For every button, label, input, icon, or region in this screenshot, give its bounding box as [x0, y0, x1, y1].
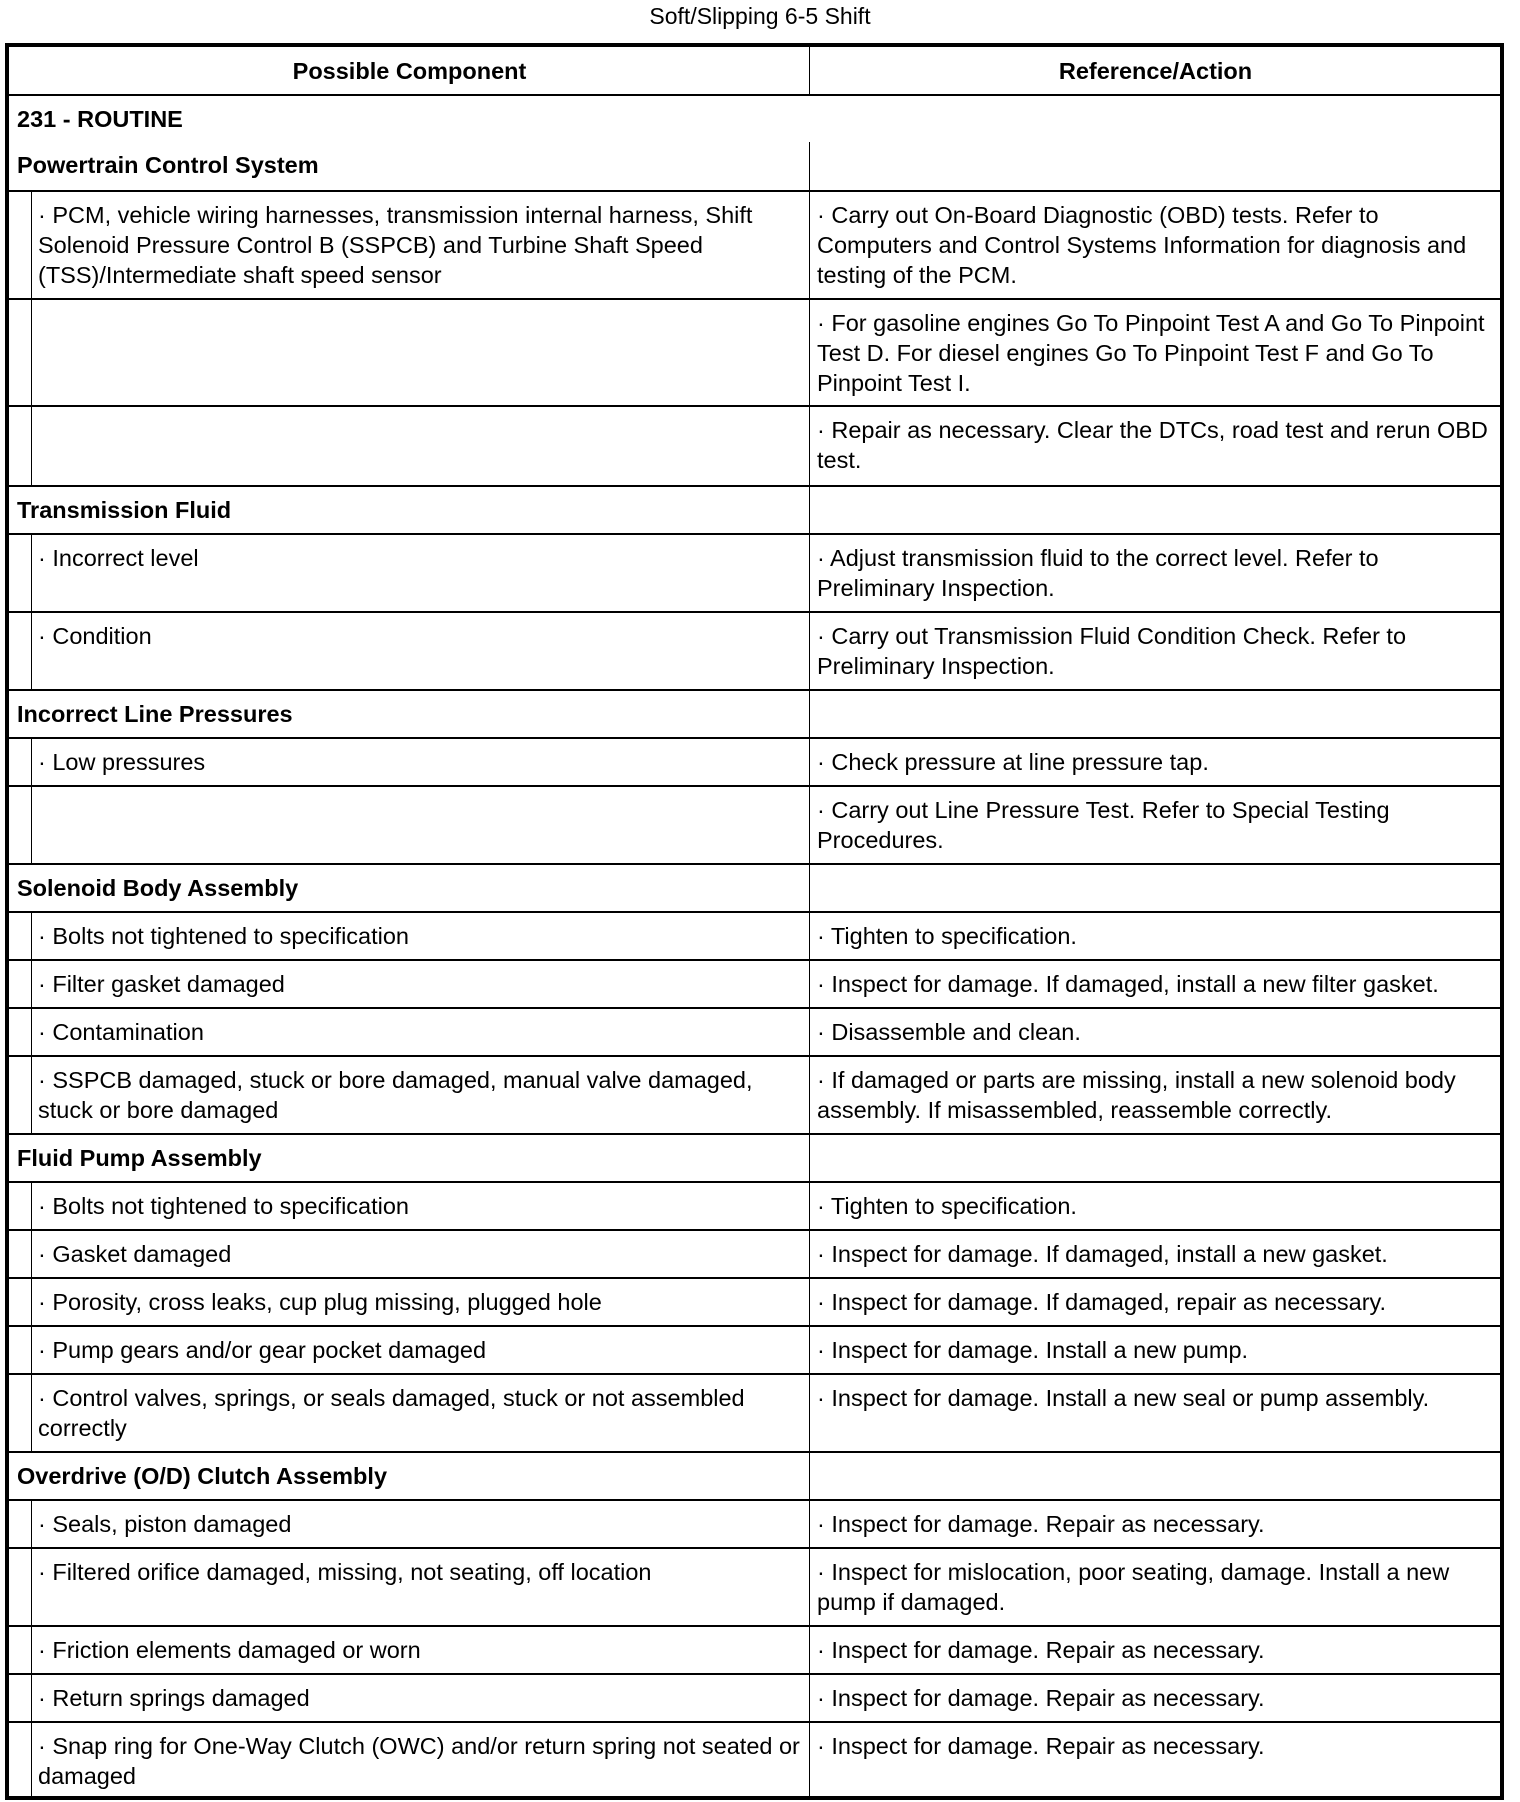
indent-spacer	[9, 1057, 32, 1133]
table-row	[9, 1673, 1500, 1721]
indent-spacer	[9, 1627, 32, 1673]
action-text: · Repair as necessary. Clear the DTCs, road test and rerun OBD test.	[817, 417, 1488, 473]
component-cell	[9, 407, 810, 485]
component-text: · Snap ring for One-Way Clutch (OWC) and/or return spring not seated or damaged	[38, 1733, 800, 1789]
group-action	[810, 487, 1500, 533]
table-group-row	[9, 689, 1500, 737]
indent-spacer	[9, 1501, 32, 1547]
action-text: · Disassemble and clean.	[817, 1019, 1081, 1045]
action-text: · Check pressure at line pressure tap.	[817, 749, 1209, 775]
component-cell	[9, 1375, 810, 1451]
action-text: · Inspect for mislocation, poor seating, damage. Install a new pump if damaged.	[817, 1559, 1450, 1615]
indent-spacer	[9, 1183, 32, 1229]
action-text: · Inspect for damage. Install a new pump.	[817, 1337, 1249, 1363]
component-text: · Seals, piston damaged	[38, 1511, 292, 1537]
table-row	[9, 737, 1500, 785]
component-text: · Gasket damaged	[38, 1241, 232, 1267]
component-cell	[9, 300, 810, 405]
table-group-row	[9, 142, 1500, 190]
group-component: Overdrive (O/D) Clutch Assembly	[9, 1453, 810, 1499]
table-row	[9, 1181, 1500, 1229]
indent-spacer	[9, 1009, 32, 1055]
table-row	[9, 959, 1500, 1007]
component-text: · Low pressures	[38, 749, 206, 775]
group-action	[810, 1453, 1500, 1499]
action-text: · Carry out Transmission Fluid Condition Check. Refer to Preliminary Inspection.	[817, 623, 1407, 679]
component-cell	[9, 1723, 810, 1796]
indent-spacer	[9, 1375, 32, 1451]
table-row	[9, 1547, 1500, 1625]
action-text: · Inspect for damage. If damaged, install a new filter gasket.	[817, 971, 1439, 997]
table-row	[9, 1499, 1500, 1547]
table-row	[9, 1007, 1500, 1055]
component-cell	[9, 961, 810, 1007]
table-row	[9, 911, 1500, 959]
component-cell	[9, 1057, 810, 1133]
group-component: Powertrain Control System	[9, 142, 810, 190]
action-text: · Inspect for damage. If damaged, repair as necessary.	[817, 1289, 1387, 1315]
column-header-action: Reference/Action	[1058, 58, 1253, 84]
component-cell	[9, 1231, 810, 1277]
component-text: · Incorrect level	[38, 545, 199, 571]
component-cell	[9, 1501, 810, 1547]
indent-spacer	[9, 192, 32, 298]
component-cell	[9, 535, 810, 611]
action-text: · Tighten to specification.	[817, 1193, 1077, 1219]
component-cell	[9, 1279, 810, 1325]
page-title: Soft/Slipping 6-5 Shift	[649, 3, 871, 29]
component-text: · Filtered orifice damaged, missing, not seating, off location	[38, 1559, 652, 1585]
action-text: · Carry out Line Pressure Test. Refer to Special Testing Procedures.	[817, 797, 1390, 853]
component-cell	[9, 1183, 810, 1229]
routine-label: 231 - ROUTINE	[17, 106, 183, 132]
group-action	[810, 142, 1500, 190]
table-row	[9, 533, 1500, 611]
table-row	[9, 1277, 1500, 1325]
group-action	[810, 865, 1500, 911]
component-cell	[9, 192, 810, 298]
table-group-row	[9, 863, 1500, 911]
action-text: · Inspect for damage. Repair as necessary.	[817, 1511, 1265, 1537]
component-cell	[9, 1009, 810, 1055]
table-header-row	[9, 47, 1500, 94]
component-cell	[9, 787, 810, 863]
column-header-component: Possible Component	[9, 47, 810, 94]
table-row	[9, 611, 1500, 689]
component-text: · Contamination	[38, 1019, 204, 1045]
action-text: · Carry out On-Board Diagnostic (OBD) tests. Refer to Computers and Control Systems Information for diagnosis and testing of the PCM.	[817, 202, 1467, 288]
table-row	[9, 1373, 1500, 1451]
indent-spacer	[9, 535, 32, 611]
component-text: · Friction elements damaged or worn	[38, 1637, 421, 1663]
component-text: · Return springs damaged	[38, 1685, 310, 1711]
indent-spacer	[9, 1723, 32, 1796]
table-row	[9, 785, 1500, 863]
group-component: Fluid Pump Assembly	[9, 1135, 810, 1181]
component-cell	[9, 1627, 810, 1673]
action-text: · Inspect for damage. Repair as necessary.	[817, 1733, 1265, 1759]
group-action	[810, 1135, 1500, 1181]
component-text: · Bolts not tightened to specification	[38, 1193, 409, 1219]
indent-spacer	[9, 1279, 32, 1325]
table-group-row	[9, 1451, 1500, 1499]
component-cell	[9, 1675, 810, 1721]
table-row	[9, 298, 1500, 405]
indent-spacer	[9, 787, 32, 863]
indent-spacer	[9, 300, 32, 405]
table-row	[9, 1625, 1500, 1673]
group-component: Incorrect Line Pressures	[9, 691, 810, 737]
indent-spacer	[9, 407, 32, 485]
action-text: · Adjust transmission fluid to the correct level. Refer to Preliminary Inspection.	[817, 545, 1379, 601]
indent-spacer	[9, 1675, 32, 1721]
action-text: · If damaged or parts are missing, install a new solenoid body assembly. If misassembled, reassemble correctly.	[817, 1067, 1456, 1123]
table-group-row	[9, 1133, 1500, 1181]
action-text: · Inspect for damage. If damaged, install a new gasket.	[817, 1241, 1388, 1267]
component-text: · Filter gasket damaged	[38, 971, 285, 997]
component-cell	[9, 739, 810, 785]
routine-row	[9, 94, 1500, 142]
group-component: Transmission Fluid	[9, 487, 810, 533]
action-text: · Tighten to specification.	[817, 923, 1077, 949]
component-text: · SSPCB damaged, stuck or bore damaged, manual valve damaged, stuck or bore damaged	[38, 1067, 753, 1123]
component-text: · Condition	[38, 623, 152, 649]
component-cell	[9, 613, 810, 689]
indent-spacer	[9, 913, 32, 959]
component-text: · Bolts not tightened to specification	[38, 923, 409, 949]
table-row	[9, 190, 1500, 298]
table-group-row	[9, 485, 1500, 533]
table-row	[9, 1325, 1500, 1373]
indent-spacer	[9, 1231, 32, 1277]
indent-spacer	[9, 961, 32, 1007]
indent-spacer	[9, 1327, 32, 1373]
group-action	[810, 691, 1500, 737]
table-row	[9, 405, 1500, 485]
indent-spacer	[9, 613, 32, 689]
component-cell	[9, 913, 810, 959]
component-text: · Control valves, springs, or seals damaged, stuck or not assembled correctly	[38, 1385, 745, 1441]
table-row	[9, 1055, 1500, 1133]
component-text: · PCM, vehicle wiring harnesses, transmission internal harness, Shift Solenoid Pressure Control B (SSPCB) and Turbine Shaft Speed (TSS)/Intermediate shaft speed sensor	[38, 202, 753, 288]
action-text: · Inspect for damage. Repair as necessary.	[817, 1637, 1265, 1663]
action-text: · Inspect for damage. Repair as necessary.	[817, 1685, 1265, 1711]
group-component: Solenoid Body Assembly	[9, 865, 810, 911]
component-text	[32, 407, 809, 485]
component-cell	[9, 1327, 810, 1373]
component-text	[32, 787, 809, 863]
action-text: · Inspect for damage. Install a new seal or pump assembly.	[817, 1385, 1430, 1411]
action-text: · For gasoline engines Go To Pinpoint Test A and Go To Pinpoint Test D. For diesel engines Go To Pinpoint Test F and Go To Pinpoint Test I.	[817, 310, 1485, 396]
table-row	[9, 1229, 1500, 1277]
component-text	[32, 300, 809, 405]
component-cell	[9, 1549, 810, 1625]
diagnosis-table	[5, 43, 1504, 1800]
component-text: · Pump gears and/or gear pocket damaged	[38, 1337, 487, 1363]
indent-spacer	[9, 739, 32, 785]
component-text: · Porosity, cross leaks, cup plug missing, plugged hole	[38, 1289, 602, 1315]
indent-spacer	[9, 1549, 32, 1625]
table-row	[9, 1721, 1500, 1796]
